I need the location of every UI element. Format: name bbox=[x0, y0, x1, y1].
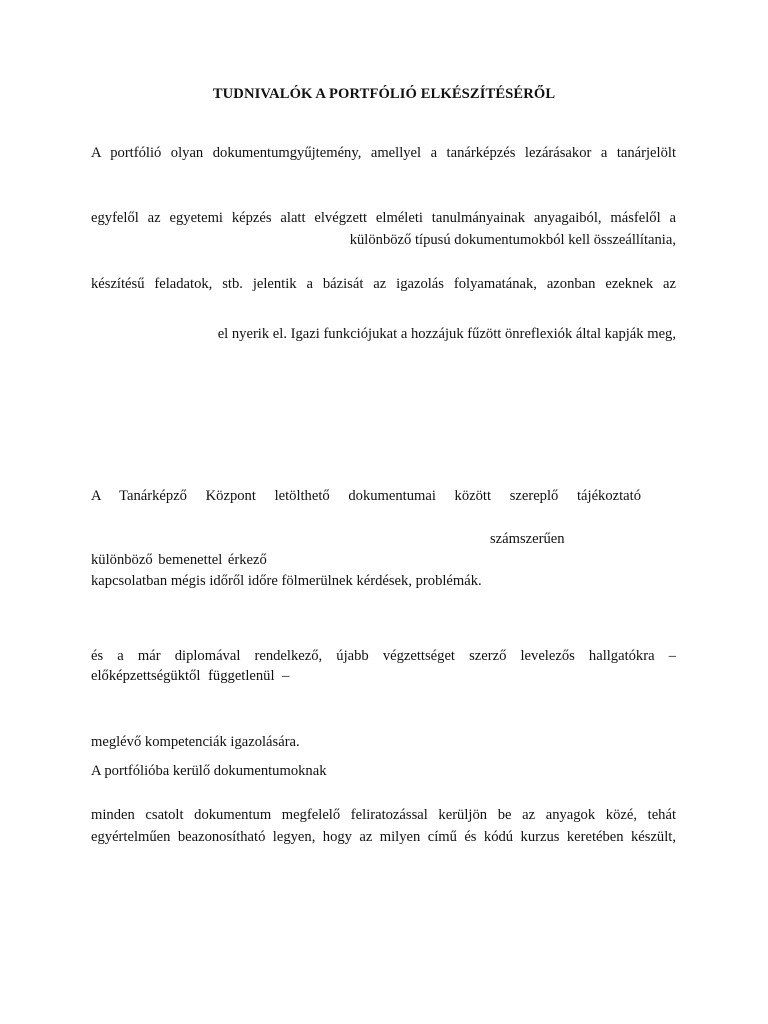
text-line: kapcsolatban mégis időről időre fölmerülnek kérdések, problémák. bbox=[91, 573, 482, 589]
text-line: és a már diplomával rendelkező, újabb végzettséget szerző levelezős hallgatókra – bbox=[91, 648, 676, 664]
text-line: előképzettségüktől függetlenül – bbox=[91, 668, 290, 684]
text-line: A portfólió olyan dokumentumgyűjtemény, amellyel a tanárképzés lezárásakor a tanárjelölt bbox=[91, 145, 676, 161]
document-title: TUDNIVALÓK A PORTFÓLIÓ ELKÉSZÍTÉSÉRŐL bbox=[212, 86, 556, 102]
text-line: egyértelműen beazonosítható legyen, hogy az milyen című és kódú kurzus keretében készült, bbox=[91, 829, 676, 845]
text-line: készítésű feladatok, stb. jelentik a bázisát az igazolás folyamatának, azonban ezeknek az bbox=[91, 276, 676, 292]
text-line: A portfólióba kerülő dokumentumoknak bbox=[91, 763, 327, 779]
text-line: számszerűen bbox=[490, 531, 565, 547]
text-line: meglévő kompetenciák igazolására. bbox=[91, 734, 300, 750]
text-line: minden csatolt dokumentum megfelelő feliratozással kerüljön be az anyagok közé, tehát bbox=[91, 807, 676, 823]
text-line: különböző bemenettel érkező bbox=[91, 552, 267, 568]
text-line: A Tanárképző Központ letölthető dokumentumai között szereplő tájékoztató bbox=[91, 488, 641, 504]
text-line: el nyerik el. Igazi funkciójukat a hozzájuk fűzött önreflexiók által kapják meg, bbox=[217, 326, 676, 342]
text-line: különböző típusú dokumentumokból kell összeállítania, bbox=[349, 232, 676, 248]
text-line: egyfelől az egyetemi képzés alatt elvégzett elméleti tanulmányainak anyagaiból, másfelől a bbox=[91, 210, 676, 226]
